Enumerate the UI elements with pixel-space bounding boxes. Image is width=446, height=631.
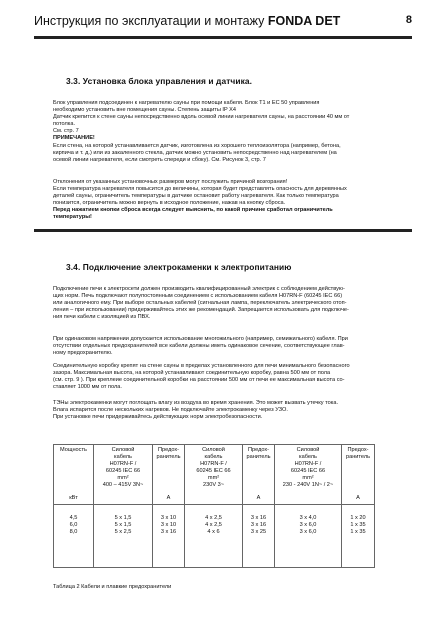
table-cell: 5 x 1,5 5 x 1,5 5 x 2,5 bbox=[94, 505, 153, 568]
header-cell-unit: A bbox=[166, 495, 171, 501]
text-line: См. стр. 7 bbox=[53, 128, 79, 135]
bold-warning-line: Перед нажатием кнопки сброса всегда следует выяснить, по какой причине сработал ограничитель bbox=[53, 207, 333, 214]
section-3-3-body bbox=[53, 100, 412, 164]
table-cell: 3 x 4,0 3 x 6,0 3 x 6,0 bbox=[275, 505, 342, 568]
header-cell-top: Предох- ранитель bbox=[246, 447, 271, 460]
header-cell bbox=[153, 445, 185, 505]
section-3-4-para-4 bbox=[53, 400, 412, 421]
header-cell bbox=[275, 445, 342, 505]
text-line: ставляет 1000 мм от пола. bbox=[53, 384, 122, 391]
table-cell: 4 x 2,5 4 x 2,5 4 x 6 bbox=[185, 505, 243, 568]
header-rule bbox=[34, 36, 412, 39]
section-heading-3-3: 3.3. Установка блока управления и датчика. bbox=[66, 76, 253, 86]
text-line: ления – при использовании) придерживайтесь этих же рекомендаций. Запрещается использовать для подключе- bbox=[53, 307, 349, 314]
header-title-prefix: Инструкция по эксплуатации и монтажу bbox=[34, 14, 268, 28]
page-number: 8 bbox=[405, 14, 412, 26]
text-line: или аналогичного ему. При выборе остальных кабелей (сигнальная лампа, переключатель электрического отоп- bbox=[53, 300, 347, 307]
header-brand: FONDA DET bbox=[267, 14, 341, 28]
text-line: потолка. bbox=[53, 121, 76, 128]
header-cell-unit: кВт bbox=[69, 495, 78, 501]
bold-warning-line: температуры! bbox=[53, 214, 92, 221]
text-line: зазора. Максимальная высота, на которой устанавливают соединительную коробку, равна 500 мм от пола bbox=[53, 370, 331, 377]
text-line: деталей сауны, ограничитель температуры в датчике остановит работу нагревателя. Как только температура bbox=[53, 193, 339, 200]
table-cell: 3 x 16 3 x 16 3 x 25 bbox=[243, 505, 275, 568]
text-line: Влага испарится после нескольких нагревов. Не подключайте электрокаменку через УЗО. bbox=[53, 407, 288, 414]
header-cell-top: Силовой кабель H07RN-F / 60245 IEC 66 mm² 230 - 240V 1N~ / 2~ bbox=[282, 447, 334, 488]
text-line: ному предохранителю. bbox=[53, 350, 113, 357]
text-line: ния печи кабели с изоляцией из ПВХ. bbox=[53, 314, 151, 321]
table-cell: 1 x 20 1 x 35 1 x 35 bbox=[342, 505, 375, 568]
table-cell: 3 x 10 3 x 10 3 x 16 bbox=[153, 505, 185, 568]
text-line: Отклонения от указанных установочных размеров могут послужить причиной возгорания! bbox=[53, 179, 288, 185]
section-heading-3-4: 3.4. Подключение электрокаменки к электропитанию bbox=[66, 262, 292, 272]
text-line: При одинаковом напряжении допускается использование многожильного (например, семижильного) кабеля. При bbox=[53, 336, 348, 342]
text-line: необходимо установить вне помещения сауны. Степень защиты IP X4 bbox=[53, 107, 237, 114]
text-line: Соединительную коробку крепят на стене сауны в пределах установленного для печи минимального безопасного bbox=[53, 363, 350, 369]
cable-fuse-table bbox=[53, 444, 375, 568]
text-line: (см. стр. 9 ). При креплеие соединительной коробки на расстоянии 500 мм от печи ее максимальная высота со- bbox=[53, 377, 345, 384]
header-cell bbox=[185, 445, 243, 505]
header-title bbox=[34, 14, 340, 28]
header-cell bbox=[94, 445, 153, 505]
section-3-4-para-3 bbox=[53, 363, 412, 391]
text-line: щих норм. Печь подключают полупостоянным соединением с использованием кабеля H07RN-F (60245 IEC 66) bbox=[53, 293, 343, 300]
text-line: Если температура нагревателя повысится до величины, которая будет представлять опасность для деревянных bbox=[53, 186, 347, 193]
header-cell-top: Мощность bbox=[60, 447, 87, 453]
header-cell-unit: A bbox=[256, 495, 261, 501]
text-line: отсутствии отдельных предохранителей все кабели должны иметь одинаковое сечение, соответствующее глав- bbox=[53, 343, 345, 350]
header-cell-unit: A bbox=[356, 495, 360, 501]
text-line: Блок управления подсоединен к нагревателю сауны при помощи кабеля. Блок T1 и ЕС 50 управления bbox=[53, 100, 320, 106]
text-line: При установке печи придерживайтесь действующих норм электробезопасности. bbox=[53, 414, 263, 421]
page-header bbox=[34, 14, 412, 32]
header-cell bbox=[243, 445, 275, 505]
text-line: понизится, ограничитель можно вернуть в исходное положение, нажав на кнопку сброса. bbox=[53, 200, 286, 207]
section-3-3-warning bbox=[53, 179, 412, 222]
header-cell-top: Предох- ранитель bbox=[156, 447, 181, 460]
section-3-4-para-2 bbox=[53, 336, 412, 357]
text-line: Датчик крепится к стене сауны непосредственно вдоль осевой линии нагревателя сауны, на расстоянии 40 мм от bbox=[53, 114, 350, 121]
table-header-row bbox=[54, 445, 375, 505]
text-line: ТЭНы электрокаменки могут поглощать влагу из воздуха во время хранения. Это может вызвать утечку тока. bbox=[53, 400, 338, 406]
table-cell: 4,5 6,0 8,0 bbox=[54, 505, 94, 568]
header-cell bbox=[342, 445, 375, 505]
table-row bbox=[54, 505, 375, 568]
text-line: Если стена, на которой устанавливается датчик, изготовлена из хорошего теплоизолятора (например, бетона, bbox=[53, 142, 341, 149]
header-cell bbox=[54, 445, 94, 505]
header-cell-top: Силовой кабель H07RN-F / 60245 IEC 66 mm² 230V 3~ bbox=[196, 447, 231, 488]
text-line: осевой линии нагревателя, если смотреть спереди и сбоку). См. Рисунок 3, стр. 7 bbox=[53, 156, 266, 163]
note-label: ПРИМЕЧАНИЕ! bbox=[53, 135, 95, 142]
text-line: Подключение печи к электросети должен производить квалифицированный электрик с соблюдением действую- bbox=[53, 286, 345, 292]
text-line: кирпича и т. д.) или из закаленного стекла, датчик можно установить непосредственно над нагревателем (на bbox=[53, 149, 337, 156]
table-caption: Таблица 2 Кабели и плавкие предохранители bbox=[53, 584, 172, 590]
section-rule bbox=[34, 229, 412, 232]
header-cell-top: Предох- ранитель bbox=[345, 447, 371, 460]
section-3-4-para-1 bbox=[53, 286, 412, 321]
header-cell-top: Силовой кабель H07RN-F / 60245 IEC 66 mm² 400 – 415V 3N~ bbox=[102, 447, 144, 488]
